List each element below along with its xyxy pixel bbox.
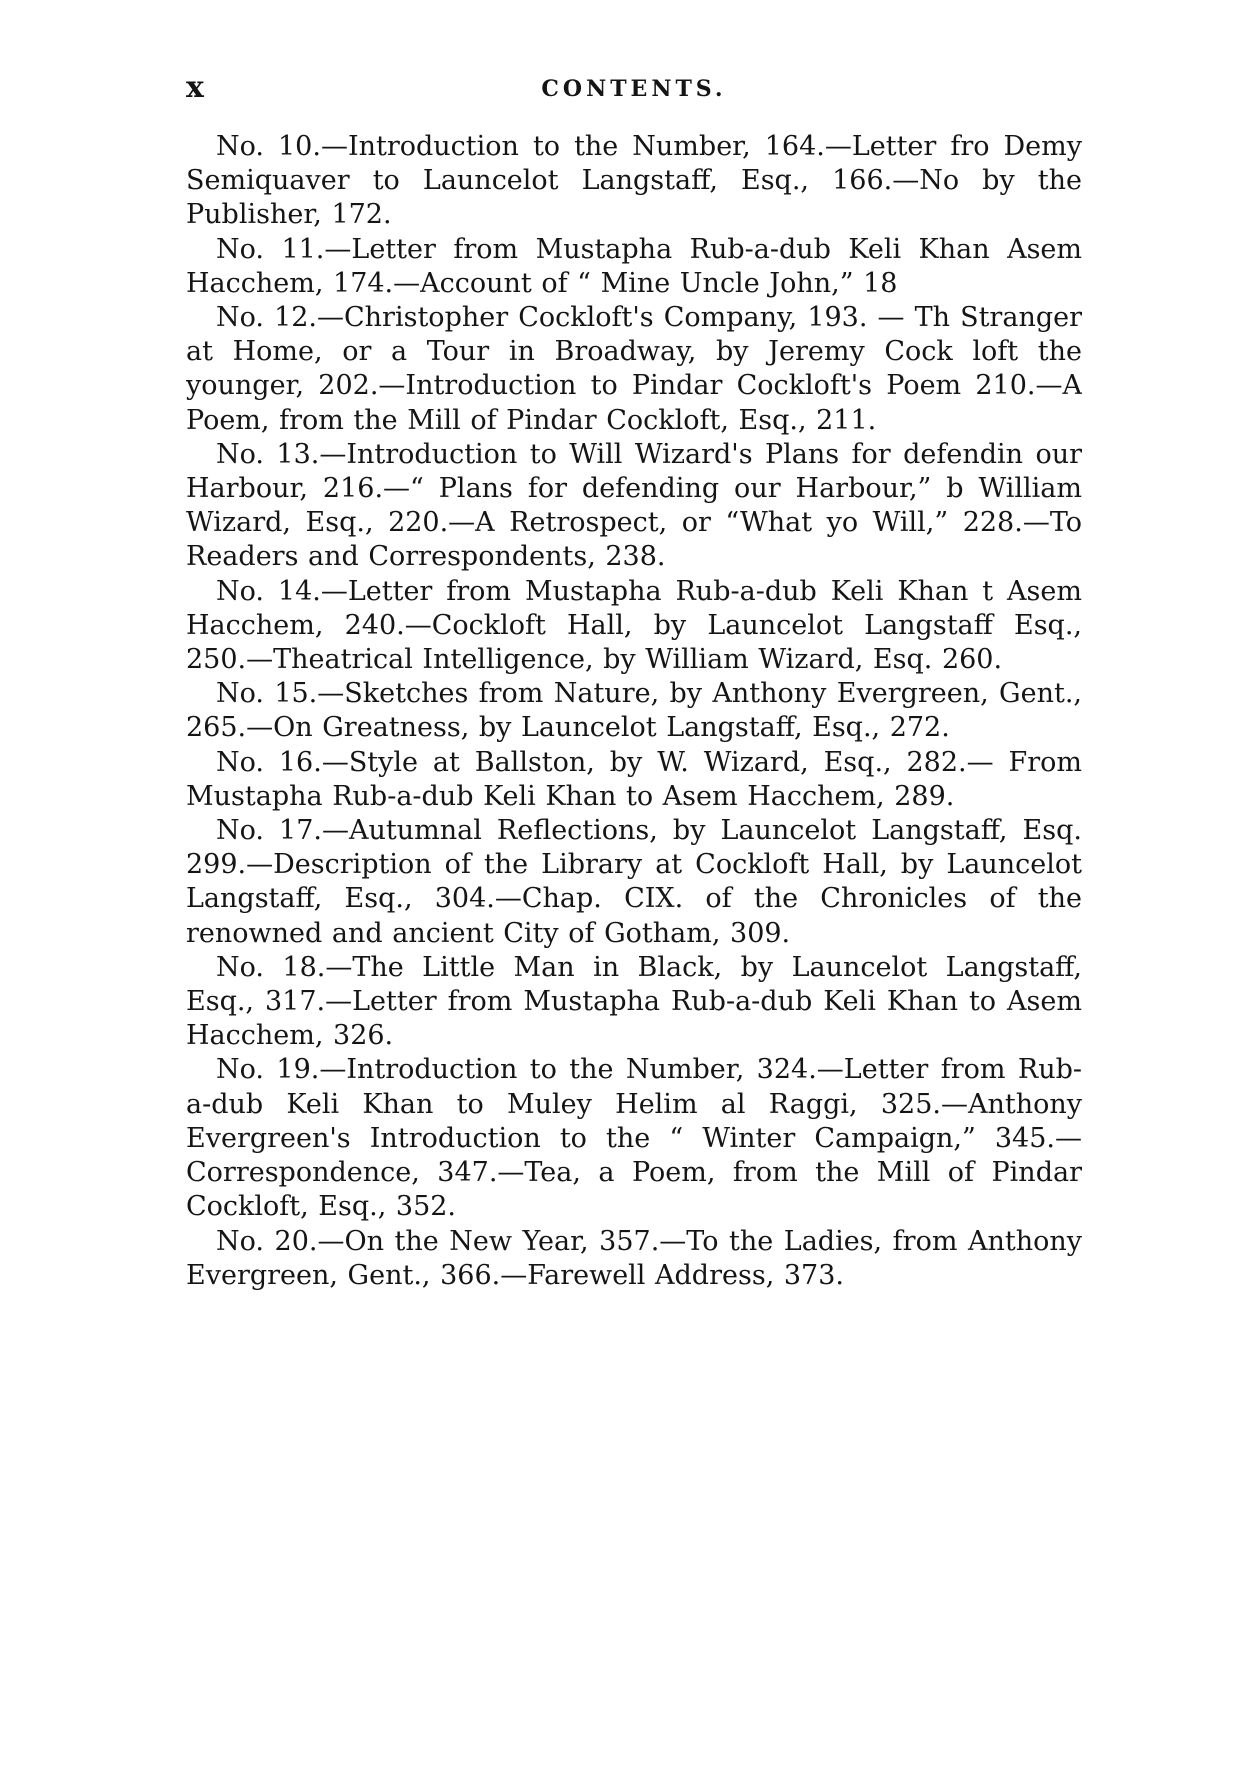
contents-entry-no-10: No. 10.—Introduction to the Number, 164.—Letter fro Demy Semiquaver to Launcelot Langstaff, Esq., 166.—No by the Publisher, 172. bbox=[186, 131, 1082, 231]
page-header bbox=[186, 70, 1082, 114]
running-head: CONTENTS. bbox=[541, 76, 727, 102]
contents-entry-no-13: No. 13.—Introduction to Will Wizard's Plans for defendin our Harbour, 216.—“ Plans for defending our Harbour,” b William Wizard, Esq., 220.—A Retrospect, or “What yo Will,” 228.—To Readers and Correspondents, 238. bbox=[186, 438, 1082, 573]
contents-entry-no-11: No. 11.—Letter from Mustapha Rub-a-dub Keli Khan Asem Hacchem, 174.—Account of “ Mine Uncle John,” 18 bbox=[186, 233, 1082, 299]
page-number: x bbox=[186, 70, 205, 105]
contents-entry-no-15: No. 15.—Sketches from Nature, by Anthony Evergreen, Gent., 265.—On Greatness, by Launcelot Langstaff, Esq., 272. bbox=[186, 678, 1082, 744]
contents-entry-no-16: No. 16.—Style at Ballston, by W. Wizard, Esq., 282.— From Mustapha Rub-a-dub Keli Khan to Asem Hacchem, 289. bbox=[186, 746, 1082, 812]
contents-entry-no-18: No. 18.—The Little Man in Black, by Launcelot Langstaff, Esq., 317.—Letter from Mustapha Rub-a-dub Keli Khan to Asem Hacchem, 326. bbox=[186, 951, 1082, 1052]
contents-entry-no-12: No. 12.—Christopher Cockloft's Company, 193. — Th Stranger at Home, or a Tour in Broadway, by Jeremy Cock loft the younger, 202.—Introduction to Pindar Cockloft's Poem 210.—A Poem, from the Mill of Pindar Cockloft, Esq., 211. bbox=[186, 302, 1082, 436]
contents-entry-no-14: No. 14.—Letter from Mustapha Rub-a-dub Keli Khan t Asem Hacchem, 240.—Cockloft Hall, by Launcelot Langstaff Esq., 250.—Theatrical Intelligence, by William Wizard, Esq. 260. bbox=[186, 575, 1082, 676]
contents-list bbox=[186, 130, 1082, 1293]
contents-entry-no-20: No. 20.—On the New Year, 357.—To the Ladies, from Anthony Evergreen, Gent., 366.—Farewell Address, 373. bbox=[186, 1225, 1082, 1291]
contents-entry-no-17: No. 17.—Autumnal Reflections, by Launcelot Langstaff, Esq. 299.—Description of the Library at Cockloft Hall, by Launcelot Langstaff, Esq., 304.—Chap. CIX. of the Chronicles of the renowned and ancient City of Gotham, 309. bbox=[186, 815, 1082, 949]
contents-entry-no-19: No. 19.—Introduction to the Number, 324.—Letter from Rub-a-dub Keli Khan to Muley Helim al Raggi, 325.—Anthony Evergreen's Introduction to the “ Winter Campaign,” 345.—Correspondence, 347.—Tea, a Poem, from the Mill of Pindar Cockloft, Esq., 352. bbox=[186, 1054, 1082, 1223]
